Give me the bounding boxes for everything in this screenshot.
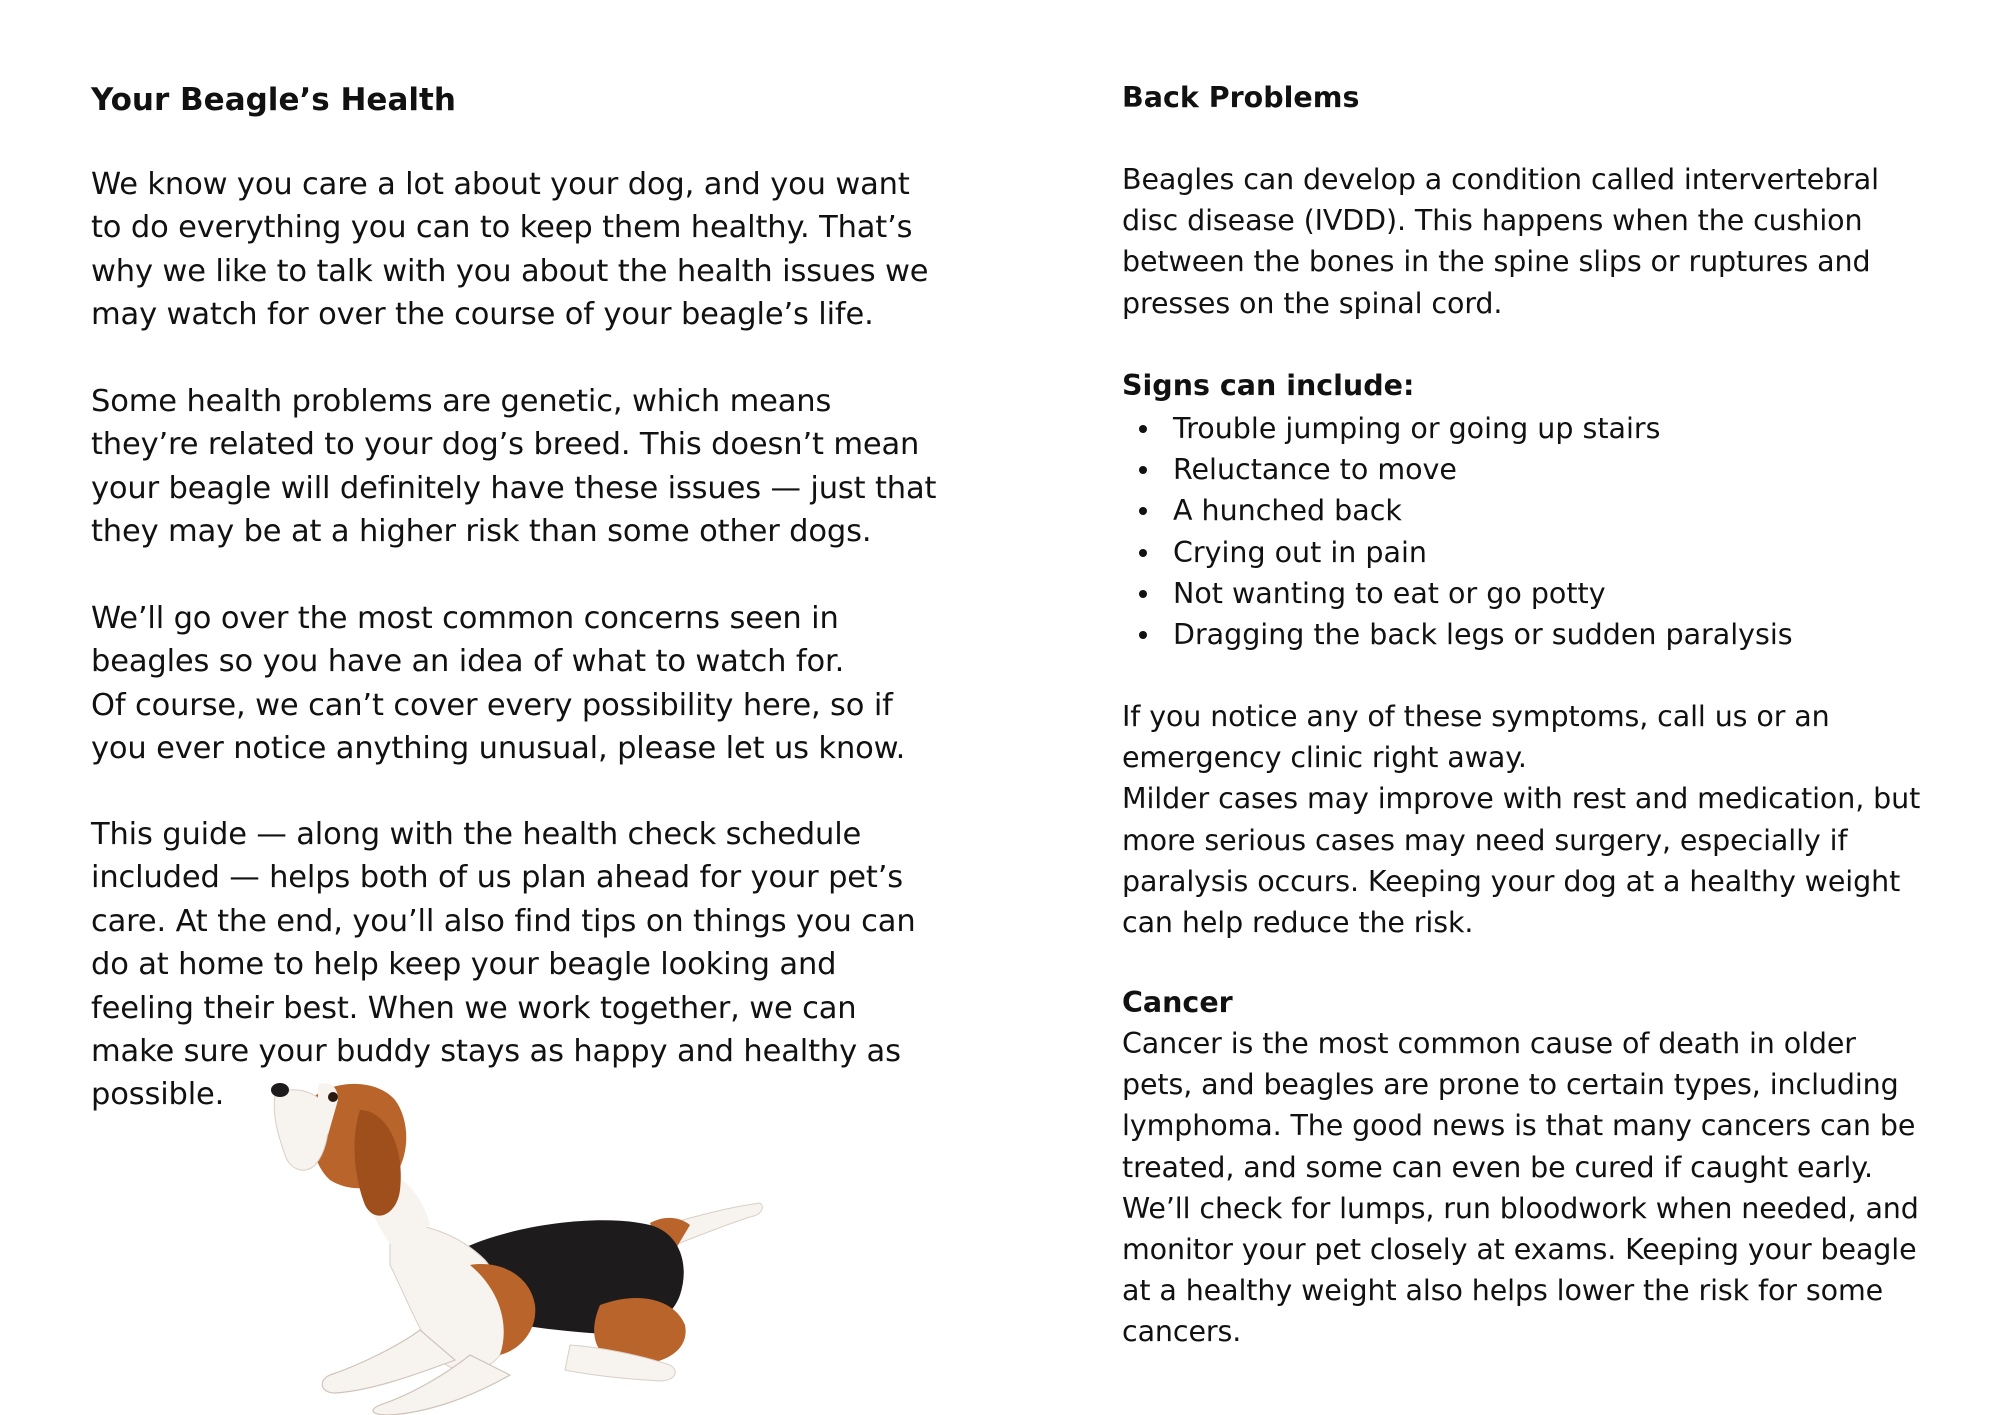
text-line: at a healthy weight also helps lower the risk for some xyxy=(1122,1274,1884,1308)
text-line: We’ll check for lumps, run bloodwork when needed, and xyxy=(1122,1191,1919,1225)
text-line: If you notice any of these symptoms, call us or an xyxy=(1122,700,1830,733)
text-line: feeling their best. When we work together, we can xyxy=(91,990,857,1026)
text-line: emergency clinic right away. xyxy=(1122,741,1527,775)
text-line: Some health problems are genetic, which means xyxy=(91,384,832,419)
ivdd-paragraph xyxy=(1122,159,1879,324)
text-line: included — helps both of us plan ahead for your pet’s xyxy=(91,860,903,896)
intro-paragraph xyxy=(91,163,928,337)
text-line: do at home to help keep your beagle looking and xyxy=(91,947,837,983)
text-line: to do everything you can to keep them healthy. That’s xyxy=(91,210,913,246)
list-item: Trouble jumping or going up stairs xyxy=(1122,408,1793,449)
text-line: monitor your pet closely at exams. Keeping your beagle xyxy=(1122,1233,1917,1267)
text-line: Milder cases may improve with rest and medication, but xyxy=(1122,782,1921,816)
guide-paragraph xyxy=(91,813,916,1117)
text-line: why we like to talk with you about the health issues we xyxy=(91,253,929,289)
advice-paragraph xyxy=(1122,696,1920,943)
text-line: disc disease (IVDD). This happens when the cushion xyxy=(1122,204,1863,238)
concerns-paragraph xyxy=(91,597,905,771)
text-line: pets, and beagles are prone to certain types, including xyxy=(1122,1068,1899,1102)
text-line: more serious cases may need surgery, especially if xyxy=(1122,823,1848,857)
text-line: Beagles can develop a condition called intervertebral xyxy=(1122,163,1879,196)
signs-list xyxy=(1122,408,1793,655)
page-title: Your Beagle’s Health xyxy=(91,82,456,118)
text-line: treated, and some can even be cured if caught early. xyxy=(1122,1150,1873,1184)
list-item: Crying out in pain xyxy=(1122,532,1793,573)
text-line: they’re related to your dog’s breed. This doesn’t mean xyxy=(91,427,920,463)
genetics-paragraph xyxy=(91,380,936,554)
list-item: A hunched back xyxy=(1122,490,1793,531)
signs-heading: Signs can include: xyxy=(1122,369,1415,402)
beagle-photo xyxy=(270,1075,770,1415)
text-line: lymphoma. The good news is that many cancers can be xyxy=(1122,1109,1916,1143)
back-problems-heading: Back Problems xyxy=(1122,81,1360,114)
text-line: presses on the spinal cord. xyxy=(1122,286,1503,320)
text-line: possible. xyxy=(91,1077,225,1113)
list-item: Not wanting to eat or go potty xyxy=(1122,573,1793,614)
text-line: care. At the end, you’ll also find tips on things you can xyxy=(91,903,916,939)
text-line: We’ll go over the most common concerns seen in xyxy=(91,601,839,636)
text-line: Of course, we can’t cover every possibility here, so if xyxy=(91,687,893,723)
text-line: paralysis occurs. Keeping your dog at a healthy weight xyxy=(1122,864,1901,898)
text-line: your beagle will definitely have these issues — just that xyxy=(91,470,937,506)
text-line: you ever notice anything unusual, please let us know. xyxy=(91,731,906,767)
text-line: cancers. xyxy=(1122,1315,1242,1349)
text-line: Cancer is the most common cause of death in older xyxy=(1122,1027,1856,1060)
text-line: beagles so you have an idea of what to watch for. xyxy=(91,644,845,680)
text-line: We know you care a lot about your dog, and you want xyxy=(91,167,910,202)
text-line: between the bones in the spine slips or ruptures and xyxy=(1122,245,1871,279)
cancer-paragraph xyxy=(1122,1023,1919,1353)
list-item: Dragging the back legs or sudden paralysis xyxy=(1122,614,1793,655)
text-line: make sure your buddy stays as happy and healthy as xyxy=(91,1034,901,1070)
text-line: can help reduce the risk. xyxy=(1122,906,1474,940)
text-line: they may be at a higher risk than some other dogs. xyxy=(91,514,872,550)
list-item: Reluctance to move xyxy=(1122,449,1793,490)
cancer-heading: Cancer xyxy=(1122,986,1233,1019)
text-line: This guide — along with the health check schedule xyxy=(91,817,862,852)
text-line: may watch for over the course of your beagle’s life. xyxy=(91,297,874,333)
